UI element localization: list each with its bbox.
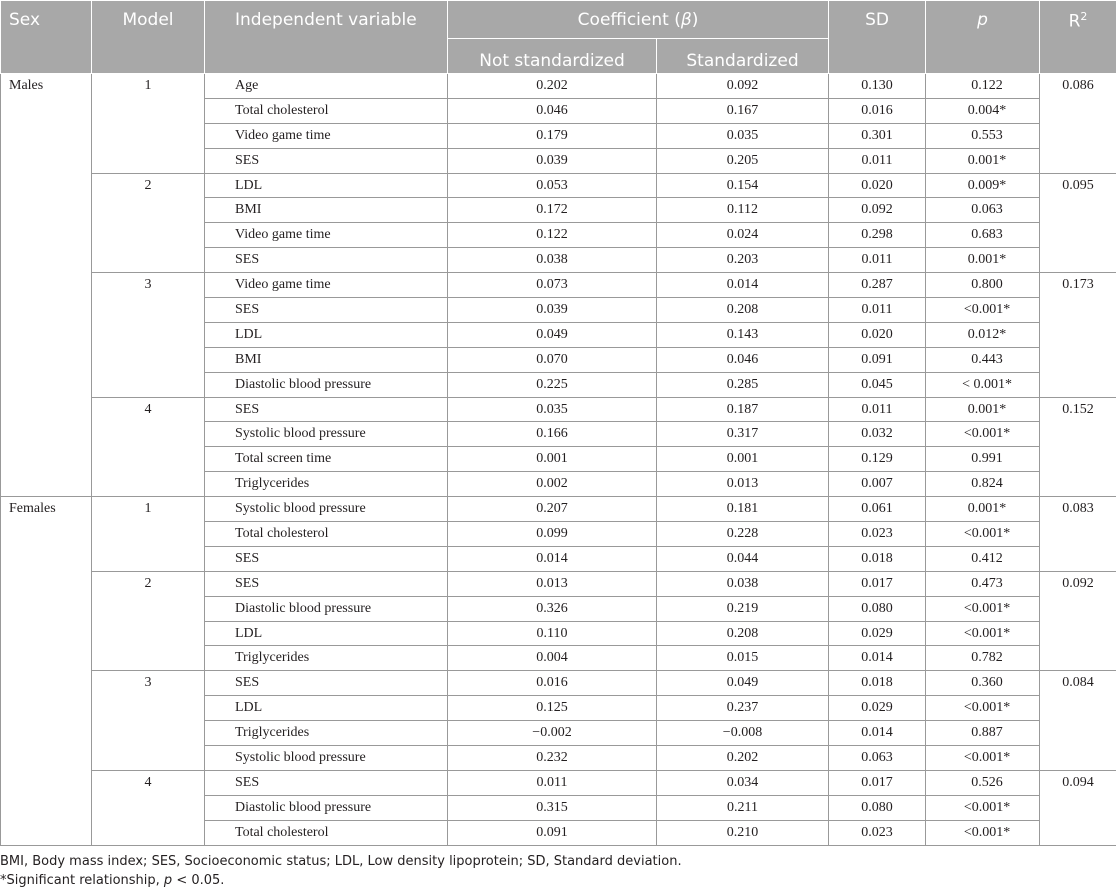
cell-standardized: 0.210: [657, 820, 829, 845]
cell-standardized: 0.049: [657, 671, 829, 696]
table-footnote: [0, 852, 682, 890]
cell-standardized: 0.285: [657, 372, 829, 397]
cell-variable: Age: [205, 74, 448, 99]
cell-standardized: 0.211: [657, 795, 829, 820]
cell-not-standardized: 0.207: [448, 497, 657, 522]
cell-not-standardized: 0.001: [448, 447, 657, 472]
cell-standardized: 0.237: [657, 696, 829, 721]
cell-variable: Video game time: [205, 223, 448, 248]
cell-sd: 0.092: [829, 198, 926, 223]
cell-p-value: <0.001*: [926, 522, 1040, 547]
cell-not-standardized: 0.073: [448, 273, 657, 298]
header-model: Model: [92, 1, 205, 74]
header-coefficient: [448, 1, 829, 39]
cell-variable: SES: [205, 298, 448, 323]
cell-not-standardized: 0.014: [448, 546, 657, 571]
cell-standardized: 0.181: [657, 497, 829, 522]
cell-not-standardized: 0.004: [448, 646, 657, 671]
table-row: [1, 571, 1116, 596]
cell-p-value: 0.412: [926, 546, 1040, 571]
cell-variable: LDL: [205, 621, 448, 646]
cell-not-standardized: 0.016: [448, 671, 657, 696]
header-sex: Sex: [1, 1, 92, 74]
cell-not-standardized: 0.315: [448, 795, 657, 820]
cell-variable: SES: [205, 248, 448, 273]
cell-not-standardized: −0.002: [448, 721, 657, 746]
cell-r2: 0.173: [1040, 273, 1116, 397]
cell-p-value: 0.526: [926, 770, 1040, 795]
cell-not-standardized: 0.038: [448, 248, 657, 273]
cell-standardized: 0.034: [657, 770, 829, 795]
cell-p-value: <0.001*: [926, 746, 1040, 771]
cell-model: 3: [92, 671, 205, 771]
cell-standardized: 0.035: [657, 123, 829, 148]
cell-not-standardized: 0.070: [448, 347, 657, 372]
cell-p-value: 0.012*: [926, 322, 1040, 347]
table-body: [1, 74, 1116, 846]
cell-model: 2: [92, 173, 205, 273]
cell-sd: 0.011: [829, 397, 926, 422]
cell-p-value: 0.473: [926, 571, 1040, 596]
cell-not-standardized: 0.049: [448, 322, 657, 347]
cell-standardized: 0.208: [657, 621, 829, 646]
header-r2: [1040, 1, 1116, 74]
cell-standardized: 0.015: [657, 646, 829, 671]
cell-sd: 0.017: [829, 770, 926, 795]
cell-standardized: 0.013: [657, 472, 829, 497]
cell-sd: 0.130: [829, 74, 926, 99]
cell-p-value: 0.360: [926, 671, 1040, 696]
header-coefficient-suffix: ): [691, 9, 699, 30]
cell-variable: Systolic blood pressure: [205, 422, 448, 447]
header-standardized: Standardized: [657, 39, 829, 74]
cell-not-standardized: 0.011: [448, 770, 657, 795]
cell-p-value: <0.001*: [926, 820, 1040, 845]
cell-p-value: 0.443: [926, 347, 1040, 372]
cell-variable: LDL: [205, 322, 448, 347]
cell-variable: Video game time: [205, 273, 448, 298]
cell-standardized: 0.317: [657, 422, 829, 447]
cell-variable: Diastolic blood pressure: [205, 795, 448, 820]
cell-p-value: <0.001*: [926, 795, 1040, 820]
cell-variable: SES: [205, 770, 448, 795]
cell-r2: 0.083: [1040, 497, 1116, 572]
cell-not-standardized: 0.166: [448, 422, 657, 447]
cell-p-value: 0.824: [926, 472, 1040, 497]
table-header: [1, 1, 1116, 74]
cell-variable: LDL: [205, 696, 448, 721]
cell-variable: Triglycerides: [205, 646, 448, 671]
cell-not-standardized: 0.125: [448, 696, 657, 721]
cell-p-value: < 0.001*: [926, 372, 1040, 397]
cell-variable: Systolic blood pressure: [205, 497, 448, 522]
cell-not-standardized: 0.053: [448, 173, 657, 198]
cell-sd: 0.091: [829, 347, 926, 372]
cell-sd: 0.298: [829, 223, 926, 248]
cell-sd: 0.011: [829, 298, 926, 323]
cell-variable: Total cholesterol: [205, 522, 448, 547]
cell-not-standardized: 0.326: [448, 596, 657, 621]
cell-not-standardized: 0.232: [448, 746, 657, 771]
cell-p-value: 0.782: [926, 646, 1040, 671]
cell-p-value: <0.001*: [926, 422, 1040, 447]
cell-not-standardized: 0.099: [448, 522, 657, 547]
cell-variable: SES: [205, 671, 448, 696]
cell-not-standardized: 0.122: [448, 223, 657, 248]
cell-sd: 0.014: [829, 721, 926, 746]
table-row: [1, 173, 1116, 198]
cell-p-value: <0.001*: [926, 596, 1040, 621]
cell-sd: 0.029: [829, 696, 926, 721]
footnote-significance-prefix: *Significant relationship,: [0, 873, 164, 888]
cell-standardized: 0.202: [657, 746, 829, 771]
footnote-significance: [0, 871, 682, 890]
cell-sd: 0.018: [829, 671, 926, 696]
cell-model: 4: [92, 397, 205, 497]
cell-sd: 0.014: [829, 646, 926, 671]
cell-sd: 0.129: [829, 447, 926, 472]
cell-not-standardized: 0.225: [448, 372, 657, 397]
cell-variable: BMI: [205, 347, 448, 372]
cell-p-value: 0.001*: [926, 248, 1040, 273]
cell-sd: 0.029: [829, 621, 926, 646]
header-r2-base: R: [1068, 11, 1081, 32]
cell-variable: Total cholesterol: [205, 820, 448, 845]
cell-standardized: 0.208: [657, 298, 829, 323]
cell-p-value: <0.001*: [926, 696, 1040, 721]
cell-standardized: 0.024: [657, 223, 829, 248]
cell-p-value: <0.001*: [926, 621, 1040, 646]
header-coefficient-prefix: Coefficient (: [577, 9, 681, 30]
cell-model: 3: [92, 273, 205, 397]
cell-sd: 0.017: [829, 571, 926, 596]
header-r2-sup: 2: [1080, 10, 1088, 23]
cell-standardized: 0.228: [657, 522, 829, 547]
cell-standardized: 0.154: [657, 173, 829, 198]
footnote-abbreviations: BMI, Body mass index; SES, Socioeconomic status; LDL, Low density lipoprotein; SD, Standard deviation.: [0, 854, 682, 869]
cell-r2: 0.092: [1040, 571, 1116, 671]
cell-standardized: 0.112: [657, 198, 829, 223]
table-row: [1, 397, 1116, 422]
cell-sd: 0.045: [829, 372, 926, 397]
cell-r2: 0.086: [1040, 74, 1116, 174]
cell-variable: Diastolic blood pressure: [205, 596, 448, 621]
cell-variable: SES: [205, 571, 448, 596]
cell-variable: Systolic blood pressure: [205, 746, 448, 771]
cell-sd: 0.061: [829, 497, 926, 522]
cell-standardized: 0.219: [657, 596, 829, 621]
cell-p-value: 0.063: [926, 198, 1040, 223]
cell-variable: Triglycerides: [205, 472, 448, 497]
cell-p-value: 0.001*: [926, 148, 1040, 173]
cell-r2: 0.095: [1040, 173, 1116, 273]
cell-sd: 0.020: [829, 173, 926, 198]
cell-p-value: 0.800: [926, 273, 1040, 298]
cell-sd: 0.032: [829, 422, 926, 447]
header-p: p: [926, 1, 1040, 74]
cell-standardized: 0.167: [657, 98, 829, 123]
cell-not-standardized: 0.039: [448, 148, 657, 173]
header-independent-variable: Independent variable: [205, 1, 448, 74]
cell-sd: 0.011: [829, 248, 926, 273]
cell-sex: Males: [1, 74, 92, 497]
cell-p-value: 0.122: [926, 74, 1040, 99]
table-row: [1, 74, 1116, 99]
cell-p-value: 0.001*: [926, 397, 1040, 422]
cell-sex: Females: [1, 497, 92, 845]
cell-standardized: 0.092: [657, 74, 829, 99]
table-row: [1, 497, 1116, 522]
cell-not-standardized: 0.110: [448, 621, 657, 646]
footnote-significance-suffix: < 0.05.: [172, 873, 225, 888]
cell-sd: 0.007: [829, 472, 926, 497]
footnote-significance-p: p: [163, 873, 173, 888]
cell-r2: 0.152: [1040, 397, 1116, 497]
cell-standardized: −0.008: [657, 721, 829, 746]
cell-variable: Triglycerides: [205, 721, 448, 746]
table-row: [1, 273, 1116, 298]
cell-standardized: 0.001: [657, 447, 829, 472]
cell-model: 1: [92, 497, 205, 572]
cell-sd: 0.011: [829, 148, 926, 173]
cell-not-standardized: 0.091: [448, 820, 657, 845]
cell-standardized: 0.187: [657, 397, 829, 422]
cell-variable: BMI: [205, 198, 448, 223]
cell-variable: Diastolic blood pressure: [205, 372, 448, 397]
cell-sd: 0.018: [829, 546, 926, 571]
cell-model: 4: [92, 770, 205, 845]
table-row: [1, 671, 1116, 696]
cell-not-standardized: 0.039: [448, 298, 657, 323]
cell-not-standardized: 0.002: [448, 472, 657, 497]
cell-p-value: <0.001*: [926, 298, 1040, 323]
cell-sd: 0.023: [829, 522, 926, 547]
cell-variable: SES: [205, 397, 448, 422]
cell-standardized: 0.014: [657, 273, 829, 298]
cell-variable: SES: [205, 148, 448, 173]
cell-standardized: 0.038: [657, 571, 829, 596]
cell-model: 1: [92, 74, 205, 174]
header-sd: SD: [829, 1, 926, 74]
cell-r2: 0.084: [1040, 671, 1116, 771]
cell-variable: LDL: [205, 173, 448, 198]
cell-sd: 0.080: [829, 795, 926, 820]
header-coefficient-symbol: β: [680, 9, 692, 30]
cell-variable: SES: [205, 546, 448, 571]
cell-sd: 0.020: [829, 322, 926, 347]
cell-sd: 0.023: [829, 820, 926, 845]
cell-p-value: 0.004*: [926, 98, 1040, 123]
cell-r2: 0.094: [1040, 770, 1116, 845]
cell-standardized: 0.205: [657, 148, 829, 173]
cell-standardized: 0.046: [657, 347, 829, 372]
cell-sd: 0.063: [829, 746, 926, 771]
cell-p-value: 0.009*: [926, 173, 1040, 198]
cell-variable: Video game time: [205, 123, 448, 148]
cell-not-standardized: 0.172: [448, 198, 657, 223]
cell-p-value: 0.991: [926, 447, 1040, 472]
cell-standardized: 0.143: [657, 322, 829, 347]
cell-standardized: 0.203: [657, 248, 829, 273]
cell-sd: 0.080: [829, 596, 926, 621]
cell-p-value: 0.001*: [926, 497, 1040, 522]
cell-p-value: 0.887: [926, 721, 1040, 746]
cell-not-standardized: 0.179: [448, 123, 657, 148]
cell-not-standardized: 0.046: [448, 98, 657, 123]
cell-standardized: 0.044: [657, 546, 829, 571]
cell-variable: Total screen time: [205, 447, 448, 472]
cell-sd: 0.287: [829, 273, 926, 298]
header-not-standardized: Not standardized: [448, 39, 657, 74]
cell-sd: 0.016: [829, 98, 926, 123]
cell-not-standardized: 0.013: [448, 571, 657, 596]
cell-not-standardized: 0.202: [448, 74, 657, 99]
cell-variable: Total cholesterol: [205, 98, 448, 123]
table-row: [1, 770, 1116, 795]
cell-not-standardized: 0.035: [448, 397, 657, 422]
cell-p-value: 0.553: [926, 123, 1040, 148]
cell-sd: 0.301: [829, 123, 926, 148]
cell-p-value: 0.683: [926, 223, 1040, 248]
cell-model: 2: [92, 571, 205, 671]
